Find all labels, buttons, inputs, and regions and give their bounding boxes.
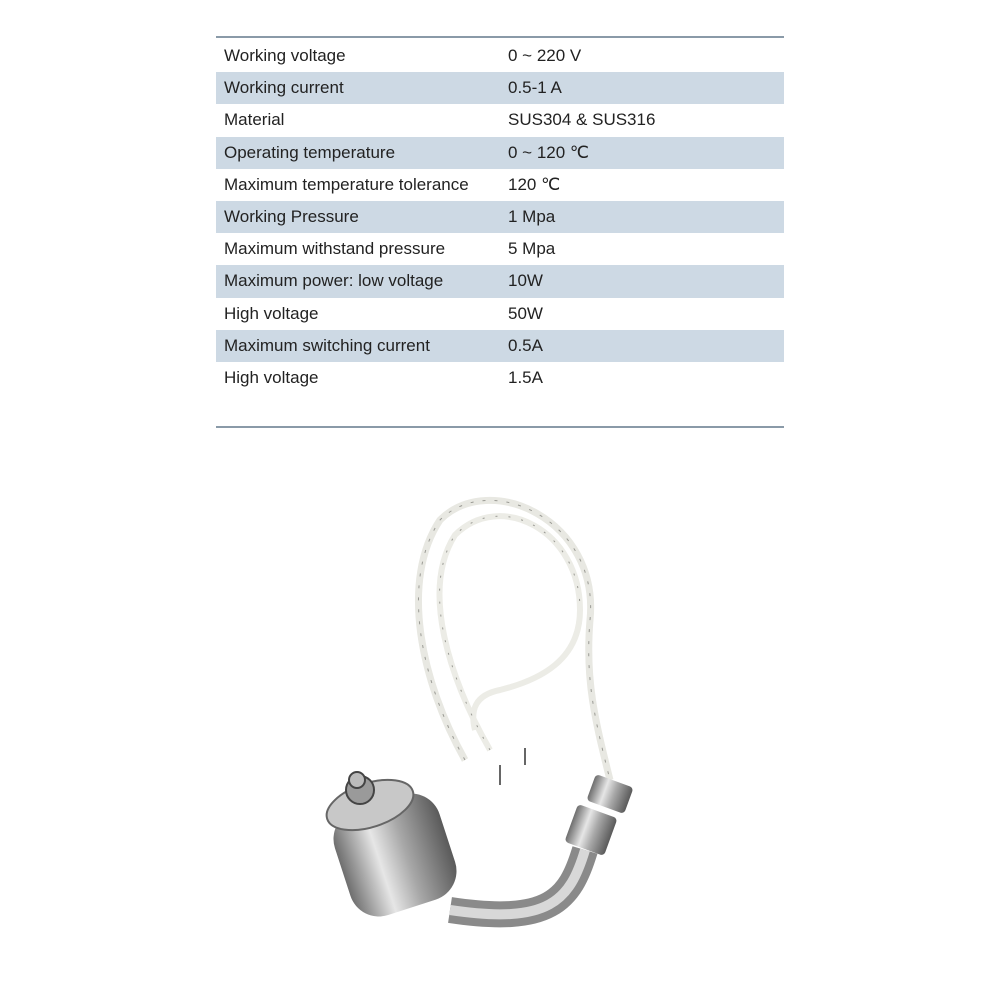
spec-table: [216, 36, 784, 428]
spec-value: 0.5A: [508, 335, 543, 355]
table-row: [216, 265, 784, 297]
spec-key: Maximum withstand pressure: [224, 239, 446, 259]
spec-value: SUS304 & SUS316: [508, 110, 656, 130]
product-image: [300, 480, 650, 960]
spec-value: 1.5A: [508, 367, 543, 387]
table-top-rule: [216, 36, 784, 38]
table-row: [216, 104, 784, 136]
spec-key: Working current: [224, 78, 344, 98]
table-row: [216, 233, 784, 265]
spec-value: 0 ~ 120 ℃: [508, 142, 590, 162]
spec-key: Material: [224, 110, 285, 130]
spec-value: 5 Mpa: [508, 239, 556, 259]
table-row: [216, 201, 784, 233]
table-row: [216, 330, 784, 362]
spec-value: 120 ℃: [508, 174, 561, 194]
spec-key: Maximum switching current: [224, 335, 430, 355]
spec-value: 10W: [508, 271, 543, 291]
spec-key: Working Pressure: [224, 207, 359, 227]
spec-key: Maximum temperature tolerance: [224, 174, 469, 194]
spec-value: 0.5-1 A: [508, 78, 562, 98]
table-bottom-rule: [216, 426, 784, 428]
float-switch-illustration: [300, 480, 650, 960]
table-row: [216, 169, 784, 201]
table-row: [216, 72, 784, 104]
spec-key: Working voltage: [224, 46, 346, 66]
table-row: [216, 362, 784, 394]
spec-key: Maximum power: low voltage: [224, 271, 444, 291]
spec-key: High voltage: [224, 303, 319, 323]
spec-key: High voltage: [224, 367, 319, 387]
table-row: [216, 298, 784, 330]
spec-value: 0 ~ 220 V: [508, 46, 582, 66]
table-row: [216, 40, 784, 72]
spec-key: Operating temperature: [224, 142, 396, 162]
spec-value: 1 Mpa: [508, 207, 556, 227]
table-row: [216, 137, 784, 169]
spec-value: 50W: [508, 303, 543, 323]
